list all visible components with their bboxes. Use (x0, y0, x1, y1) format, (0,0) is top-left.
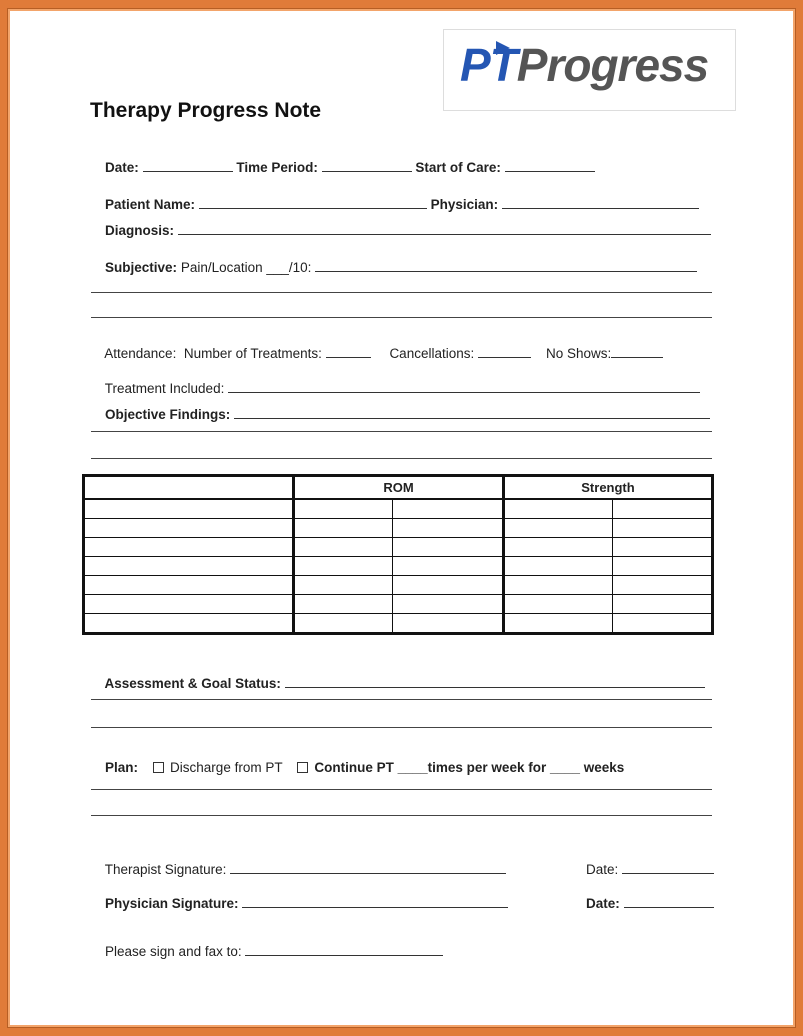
table-cell[interactable] (393, 499, 504, 519)
start-of-care-field[interactable] (505, 161, 595, 172)
patient-name-label: Patient Name: (105, 197, 196, 212)
continue-label: Continue PT (314, 760, 394, 775)
table-row (84, 576, 713, 595)
row-fax (90, 929, 443, 974)
plan-line-2[interactable] (91, 815, 712, 816)
table-cell[interactable] (84, 499, 294, 519)
times-per-week-label: ____times per week for ____ weeks (397, 760, 625, 775)
table-cell[interactable] (393, 576, 504, 595)
table-cell[interactable] (393, 519, 504, 538)
table-cell[interactable] (84, 519, 294, 538)
table-cell[interactable] (612, 519, 713, 538)
discharge-label: Discharge from PT (170, 760, 283, 775)
date-label: Date: (105, 160, 139, 175)
table-row (84, 499, 713, 519)
attendance-label: Attendance: (104, 346, 177, 361)
table-cell[interactable] (84, 595, 294, 614)
subjective-field[interactable] (315, 261, 697, 272)
subjective-label: Subjective: (105, 260, 178, 275)
table-cell[interactable] (393, 557, 504, 576)
assessment-line-2[interactable] (91, 699, 712, 700)
table-cell[interactable] (503, 595, 612, 614)
table-cell[interactable] (84, 576, 294, 595)
plan-line-1[interactable] (91, 789, 712, 790)
rom-header: ROM (294, 476, 504, 500)
therapist-date-field[interactable] (622, 863, 714, 874)
table-cell[interactable] (393, 595, 504, 614)
objective-line-3[interactable] (91, 458, 712, 459)
row-physician-date (571, 881, 714, 926)
table-cell[interactable] (503, 557, 612, 576)
table-cell[interactable] (294, 519, 393, 538)
diagnosis-field[interactable] (178, 224, 711, 235)
physician-label: Physician: (430, 197, 499, 212)
date-field[interactable] (143, 161, 233, 172)
table-row (84, 595, 713, 614)
table-cell[interactable] (294, 499, 393, 519)
assessment-field[interactable] (285, 677, 705, 688)
table-cell[interactable] (393, 538, 504, 557)
fax-label: Please sign and fax to: (105, 944, 242, 959)
row-physician-signature (90, 881, 508, 926)
therapist-signature-field[interactable] (230, 863, 506, 874)
continue-checkbox[interactable] (297, 762, 308, 773)
table-cell[interactable] (294, 557, 393, 576)
table-cell[interactable] (503, 499, 612, 519)
diagnosis-label: Diagnosis: (105, 223, 175, 238)
therapist-signature-label: Therapist Signature: (104, 862, 227, 877)
assessment-label: Assessment & Goal Status: (104, 676, 281, 691)
no-shows-label: No Shows: (546, 346, 612, 361)
table-row (84, 614, 713, 634)
pain-location-label: Pain/Location ___/10: (180, 260, 312, 275)
fax-field[interactable] (245, 945, 443, 956)
table-header-blank (84, 476, 294, 500)
form-title: Therapy Progress Note (90, 99, 322, 122)
table-cell[interactable] (612, 538, 713, 557)
table-row (84, 538, 713, 557)
table-cell[interactable] (294, 538, 393, 557)
physician-date-field[interactable] (624, 897, 714, 908)
table-cell[interactable] (503, 538, 612, 557)
time-period-field[interactable] (322, 161, 412, 172)
table-cell[interactable] (503, 519, 612, 538)
assessment-line-3[interactable] (91, 727, 712, 728)
time-period-label: Time Period: (236, 160, 318, 175)
therapist-date-label: Date: (586, 862, 619, 877)
objective-line-2[interactable] (91, 431, 712, 432)
table-cell[interactable] (612, 576, 713, 595)
table-cell[interactable] (503, 614, 612, 634)
physician-date-label: Date: (586, 896, 620, 911)
table-cell[interactable] (84, 538, 294, 557)
objective-findings-label: Objective Findings: (105, 407, 231, 422)
treatments-field[interactable] (326, 347, 371, 358)
physician-signature-label: Physician Signature: (105, 896, 239, 911)
table-row (84, 519, 713, 538)
subjective-line-3[interactable] (91, 317, 712, 318)
table-cell[interactable] (612, 614, 713, 634)
table-cell[interactable] (294, 576, 393, 595)
table-cell[interactable] (612, 557, 713, 576)
table-cell[interactable] (503, 576, 612, 595)
treatments-label: Number of Treatments: (183, 346, 322, 361)
table-row (84, 557, 713, 576)
logo-progress: Progress (516, 39, 709, 91)
discharge-checkbox[interactable] (153, 762, 164, 773)
treatment-included-label: Treatment Included: (104, 381, 225, 396)
strength-header: Strength (503, 476, 712, 500)
table-header-row (84, 476, 713, 500)
no-shows-field[interactable] (611, 347, 663, 358)
row-plan (90, 745, 624, 790)
objective-findings-field[interactable] (234, 408, 710, 419)
logo-pt: PT (460, 39, 517, 91)
plan-label: Plan: (105, 760, 139, 775)
table-cell[interactable] (294, 614, 393, 634)
cancellations-field[interactable] (478, 347, 531, 358)
logo-arrow-icon (496, 41, 510, 55)
physician-signature-field[interactable] (242, 897, 508, 908)
pt-progress-logo (443, 29, 736, 111)
cancellations-label: Cancellations: (389, 346, 475, 361)
form-page (7, 8, 796, 1028)
table-cell[interactable] (393, 614, 504, 634)
table-cell[interactable] (294, 595, 393, 614)
table-cell[interactable] (612, 595, 713, 614)
row-subjective (90, 245, 697, 290)
subjective-line-2[interactable] (91, 292, 712, 293)
start-of-care-label: Start of Care: (415, 160, 501, 175)
table-cell[interactable] (612, 499, 713, 519)
rom-strength-table (82, 474, 714, 635)
table-cell[interactable] (84, 557, 294, 576)
table-cell[interactable] (84, 614, 294, 634)
